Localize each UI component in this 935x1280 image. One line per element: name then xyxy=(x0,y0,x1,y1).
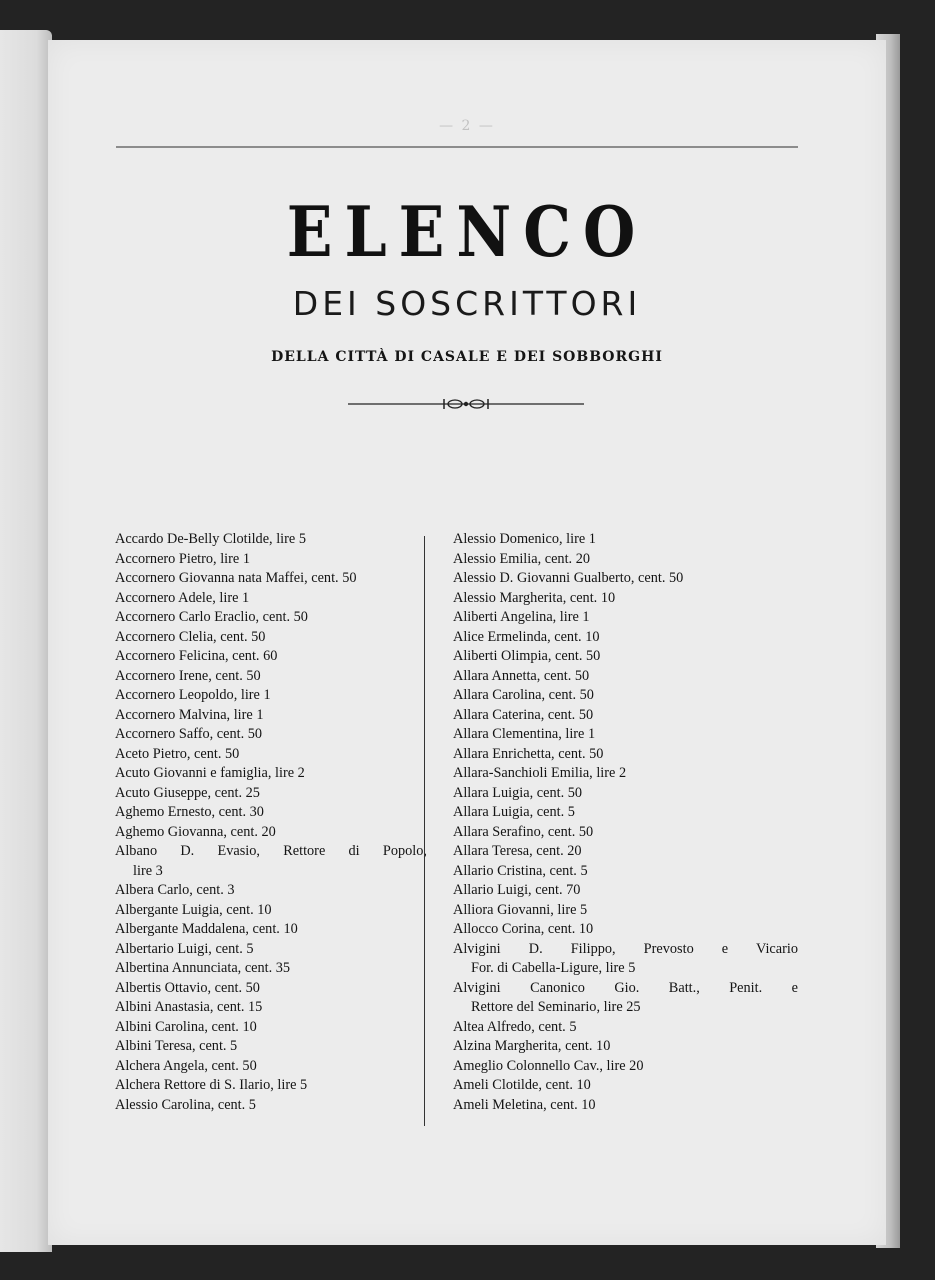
subscriber-entry: Ameli Clotilde, cent. 10 xyxy=(453,1077,591,1093)
subscriber-entry-continuation: Rettore del Seminario, lire 25 xyxy=(471,999,641,1015)
subscriber-entry: Alzina Margherita, cent. 10 xyxy=(453,1038,611,1054)
subscriber-entry: Allara Caterina, cent. 50 xyxy=(453,706,594,723)
facing-page-edge xyxy=(0,30,52,1252)
subscriber-entry: Alessio Emilia, cent. 20 xyxy=(453,550,590,567)
column-divider xyxy=(424,536,425,1126)
subscriber-entry: Allara Clementina, lire 1 xyxy=(453,726,596,742)
subscriber-entry: Allara Luigia, cent. 50 xyxy=(453,784,583,801)
subscriber-entry: Allara Teresa, cent. 20 xyxy=(453,843,582,859)
page-subtitle: DEI SOSCRITTORI xyxy=(292,284,642,323)
page-number: — 2 — xyxy=(439,118,495,134)
subscriber-entry xyxy=(115,842,427,881)
subscriber-entry: Ameglio Colonnello Cav., lire 20 xyxy=(453,1057,644,1074)
subscriber-entry-line: Alvigini Canonico Gio. Batt., Penit. e xyxy=(453,979,798,996)
subscriber-entry: Accornero Felicina, cent. 60 xyxy=(115,648,278,664)
subscriber-entry-continuation: For. di Cabella-Ligure, lire 5 xyxy=(471,960,636,976)
subscriber-entry: Accornero Adele, lire 1 xyxy=(115,589,250,606)
subscriber-entry: Acuto Giovanni e famiglia, lire 2 xyxy=(115,765,305,781)
subscriber-entry-line: Alvigini D. Filippo, Prevosto e Vicario xyxy=(453,940,798,957)
subscriber-entry: Albini Carolina, cent. 10 xyxy=(115,1018,257,1035)
subscriber-entry xyxy=(453,940,798,979)
subscriber-entry: Allara Carolina, cent. 50 xyxy=(453,687,594,703)
subscriber-entry: Alliora Giovanni, lire 5 xyxy=(453,901,588,918)
subscriber-entry: Acuto Giuseppe, cent. 25 xyxy=(115,784,260,801)
subscriber-list-left xyxy=(115,530,427,1115)
subscriber-entry: Alice Ermelinda, cent. 10 xyxy=(453,628,600,645)
subscriber-entry: Allara-Sanchioli Emilia, lire 2 xyxy=(453,765,627,781)
subscriber-entry: Accornero Irene, cent. 50 xyxy=(115,667,261,684)
subscriber-entry: Aghemo Giovanna, cent. 20 xyxy=(115,823,276,840)
page-subheading: DELLA CITTÀ DI CASALE E DEI SOBBORGHI xyxy=(271,349,663,365)
page-title: ELENCO xyxy=(286,192,648,274)
subscriber-entry xyxy=(453,979,798,1018)
subscriber-entry: Aliberti Olimpia, cent. 50 xyxy=(453,648,601,664)
subscriber-entry: Alessio Domenico, lire 1 xyxy=(453,531,596,547)
subscriber-entry: Allara Luigia, cent. 5 xyxy=(453,804,575,820)
subscriber-entry: Alchera Rettore di S. Ilario, lire 5 xyxy=(115,1077,308,1093)
subscriber-entry: Allara Serafino, cent. 50 xyxy=(453,823,594,840)
subscriber-entry: Accornero Giovanna nata Maffei, cent. 50 xyxy=(115,570,357,586)
subscriber-entry: Accornero Malvina, lire 1 xyxy=(115,706,264,723)
subscriber-entry: Aceto Pietro, cent. 50 xyxy=(115,745,240,762)
subscriber-entry: Albertis Ottavio, cent. 50 xyxy=(115,979,260,996)
subscriber-entry: Aliberti Angelina, lire 1 xyxy=(453,609,590,625)
subscriber-entry-continuation: lire 3 xyxy=(133,862,163,879)
subscriber-entry: Albergante Maddalena, cent. 10 xyxy=(115,921,298,937)
subscriber-entry: Albini Anastasia, cent. 15 xyxy=(115,999,263,1015)
subscriber-entry: Alessio Carolina, cent. 5 xyxy=(115,1096,256,1113)
subscriber-entry: Ameli Meletina, cent. 10 xyxy=(453,1096,596,1113)
subscriber-entry: Accardo De-Belly Clotilde, lire 5 xyxy=(115,531,306,547)
subscriber-entry: Allara Annetta, cent. 50 xyxy=(453,667,590,684)
subscriber-entry: Alchera Angela, cent. 50 xyxy=(115,1057,257,1074)
subscriber-entry: Alessio D. Giovanni Gualberto, cent. 50 xyxy=(453,570,684,586)
subscriber-entry: Allario Luigi, cent. 70 xyxy=(453,882,581,898)
document-page xyxy=(48,40,886,1245)
subscriber-entry: Aghemo Ernesto, cent. 30 xyxy=(115,804,264,820)
subscriber-entry: Accornero Leopoldo, lire 1 xyxy=(115,687,271,703)
subscriber-entry: Alessio Margherita, cent. 10 xyxy=(453,589,616,606)
subscriber-entry: Albergante Luigia, cent. 10 xyxy=(115,901,272,918)
subscriber-entry: Albini Teresa, cent. 5 xyxy=(115,1038,238,1054)
subscriber-entry: Albertina Annunciata, cent. 35 xyxy=(115,960,291,976)
subscriber-entry: Accornero Pietro, lire 1 xyxy=(115,550,250,567)
subscriber-entry: Accornero Saffo, cent. 50 xyxy=(115,726,263,742)
ornament-divider xyxy=(348,396,584,412)
subscriber-entry: Accornero Carlo Eraclio, cent. 50 xyxy=(115,609,308,625)
top-rule xyxy=(116,146,798,148)
subscriber-entry-line: Albano D. Evasio, Rettore di Popolo, xyxy=(115,843,427,859)
subscriber-list-right xyxy=(453,530,798,1115)
subscriber-entry: Accornero Clelia, cent. 50 xyxy=(115,628,266,645)
subscriber-entry: Albera Carlo, cent. 3 xyxy=(115,882,235,898)
subscriber-entry: Albertario Luigi, cent. 5 xyxy=(115,940,254,957)
subscriber-entry: Allara Enrichetta, cent. 50 xyxy=(453,745,604,762)
subscriber-entry: Altea Alfredo, cent. 5 xyxy=(453,1018,577,1035)
subscriber-entry: Allocco Corina, cent. 10 xyxy=(453,921,594,937)
subscriber-entry: Allario Cristina, cent. 5 xyxy=(453,862,588,879)
